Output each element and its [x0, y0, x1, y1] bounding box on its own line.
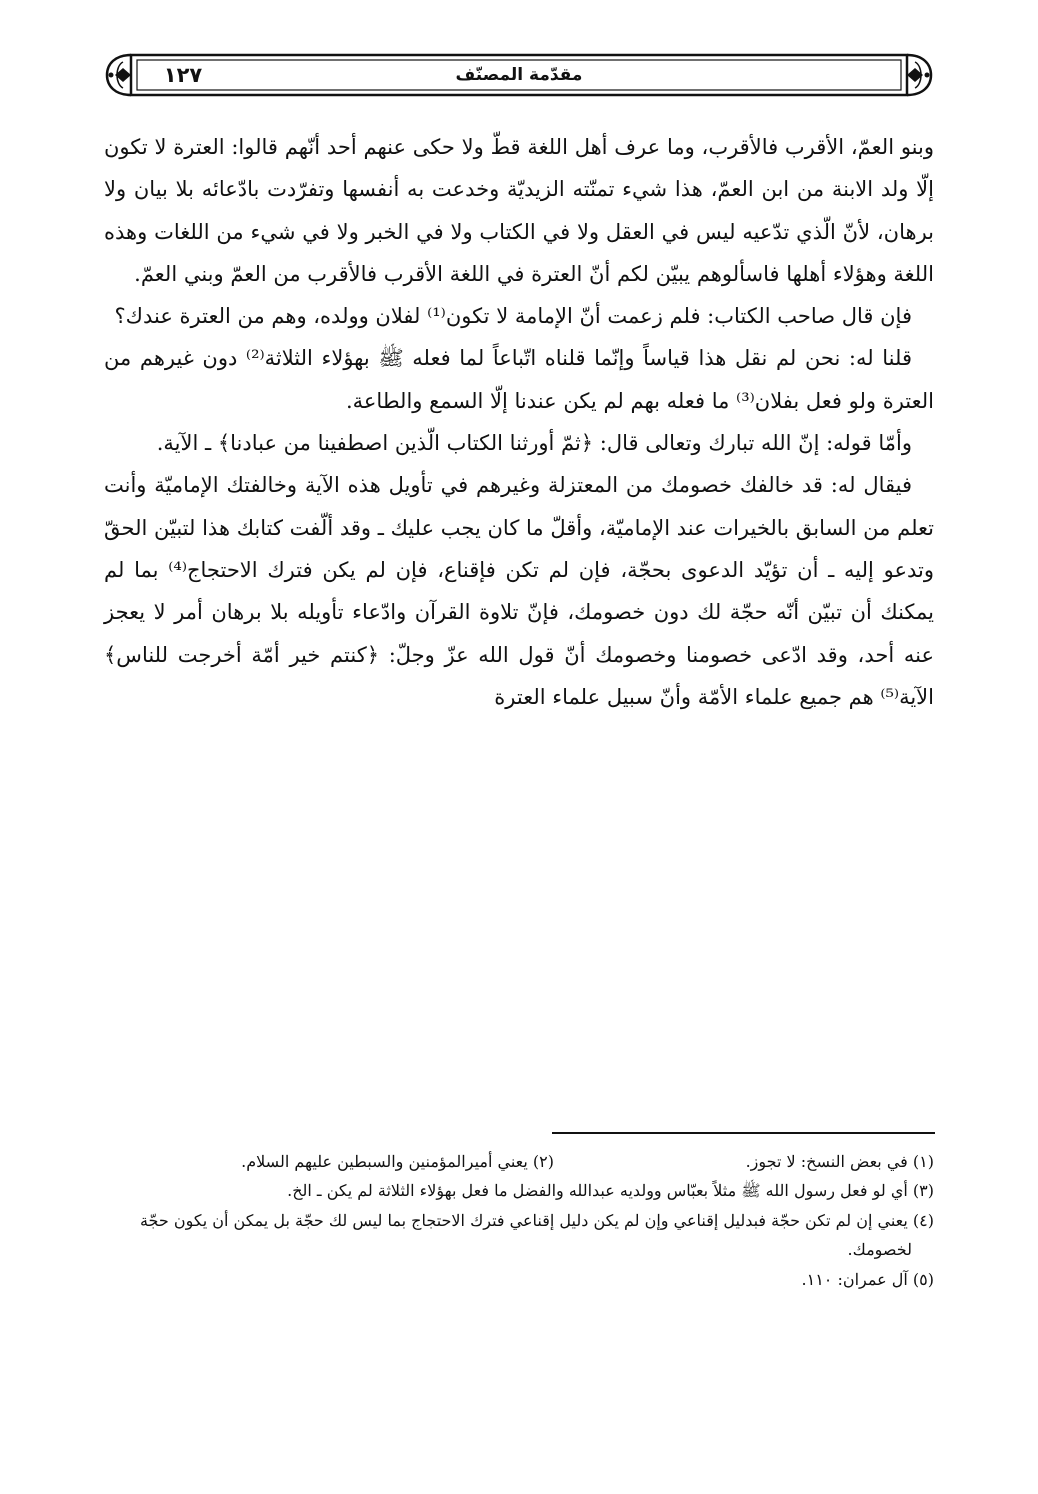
- page-header: [103, 52, 935, 98]
- footnote-2: (٢) يعني أميرالمؤمنين والسبطين عليهم السلام.: [241, 1152, 554, 1171]
- footnote-separator: [552, 1132, 935, 1134]
- paragraph: قلنا له: نحن لم نقل هذا قياساً وإنّما قلناه اتّباعاً لما فعله ﷺ بهؤلاء الثلاثة⁽²⁾ دون غيرهم من العترة ولو فعل بفلان⁽³⁾ ما فعله بهم لم يكن عندنا إلّا السمع والطاعة.: [104, 346, 934, 413]
- main-text: [104, 126, 934, 718]
- footnote-4: (٤) يعني إن لم تكن حجّة فبدليل إقناعي وإن لم يكن دليل إقناعي فترك الاحتجاج بما ليس لك حجّة بل يمكن أن يكون حجّة لخصومك.: [139, 1210, 934, 1260]
- footnotes: [104, 1147, 934, 1294]
- footnote-5: (٥) آل عمران: ١١٠.: [801, 1269, 934, 1289]
- footnote-3: (٣) أي لو فعل رسول الله ﷺ مثلاً بعبّاس وولديه عبدالله والفضل ما فعل بهؤلاء الثلاثة لم يكن ـ الخ.: [287, 1181, 934, 1201]
- footnote-row: [104, 1147, 934, 1176]
- paragraph: فيقال له: قد خالفك خصومك من المعتزلة وغيرهم في تأويل هذه الآية وخالفتك الإماميّة وأنت تعلم من السابق بالخيرات عند الإماميّة، وأقلّ ما كان يجب عليك ـ وقد ألّفت كتابك هذا لتبيّن الحقّ وتدعو إليه ـ أن تؤيّد الدعوى بحجّة، فإن لم تكن فإقناع، فإن لم يكن فترك الاحتجاج⁽⁴⁾ بما لم يمكنك أن تبيّن أنّه حجّة لك دون خصومك، فإنّ تلاوة القرآن وادّعاء تأويله بلا برهان أمر لا يعجز عنه أحد، وقد ادّعى خصومنا وخصومك أنّ قول الله عزّ وجلّ: ﴿كنتم خير أمّة أخرجت للناس﴾ الآية⁽⁵⁾ هم جميع علماء الأمّة وأنّ سبيل علماء العترة: [104, 473, 934, 709]
- paragraph: فإن قال صاحب الكتاب: فلم زعمت أنّ الإمامة لا تكون⁽¹⁾ لفلان وولده، وهم من العترة عندك؟: [114, 304, 912, 329]
- running-title: مقدّمة المصنّف: [455, 65, 583, 85]
- paragraph: وبنو العمّ، الأقرب فالأقرب، وما عرف أهل اللغة قطّ ولا حكى عنهم أحد أنّهم قالوا: العترة لا تكون إلّا ولد الابنة من ابن العمّ، هذا شيء تمنّته الزيديّة وخدعت به أنفسها وتفرّدت بادّعائه بلا بيان ولا برهان، لأنّ الّذي تدّعيه ليس في العقل ولا في الكتاب ولا في الخبر ولا في شيء من اللغات وهذه اللغة وهؤلاء أهلها فاسألوهم يبيّن لكم أنّ العترة في اللغة الأقرب فالأقرب من العمّ وبني العمّ.: [104, 135, 934, 286]
- footnote-1: (١) في بعض النسخ: لا تجوز.: [745, 1152, 934, 1171]
- page-number: ١٢٧: [163, 63, 203, 87]
- paragraph: وأمّا قوله: إنّ الله تبارك وتعالى قال: ﴿ثمّ أورثنا الكتاب الّذين اصطفينا من عبادنا﴾ ـ الآية.: [156, 431, 912, 456]
